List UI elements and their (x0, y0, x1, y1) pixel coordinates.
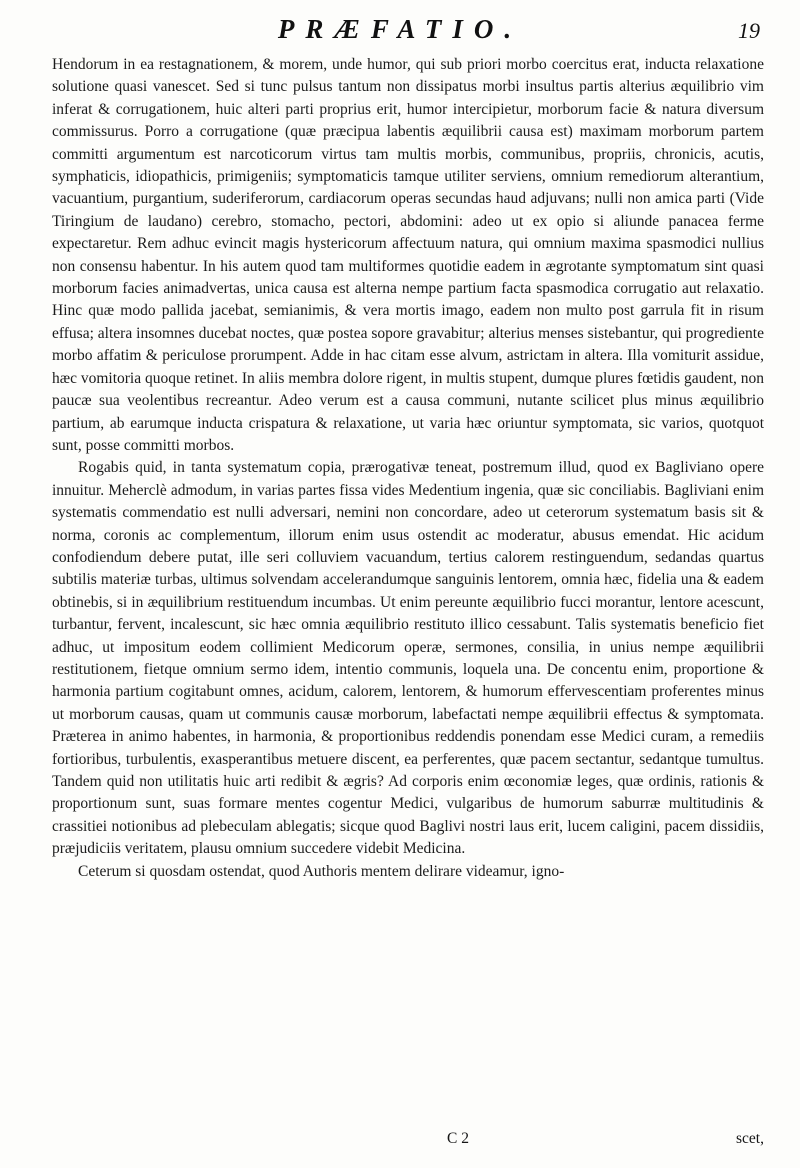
page-number: 19 (738, 18, 760, 43)
paragraph-3: Ceterum si quosdam ostendat, quod Authoris mentem delirare videamur, igno- (78, 862, 565, 880)
paragraph-1: Hendorum in ea restagnationem, & morem, unde humor, qui sub priori morbo coercitus erat, inducta relaxatione solutione quasi vanescet. Sed si tunc pulsus tantum non dissipatus morbi insultus partis alterius æquilibrio vim inferat & corrugationem, huic alteri parti proprius erit, humor intercipietur, morborum facie & natura diversum commissurus. Porro a corrugatione (quæ præcipua labentis æquilibrii causa est) maximam morborum partem committi argumentum est narcoticorum virtus tam multis morbis, communibus, propriis, chronicis, acutis, symphaticis, idiopathicis, primigeniis; symptomaticis tamque utiliter serviens, omnium remediorum alterantium, vacuantium, purgantium, suderiferorum, cardiacorum operas secundas haud adjuvans; nulli non amica parti (Vide Tiringium de laudano) cerebro, stomacho, pectori, abdomini: adeo ut ex opio si aliunde panacea ferme expectaretur. Rem adhuc evincit magis hystericorum affectuum natura, qui omnium maxima spasmodici nullius non consensu habentur. In his autem quod tam multiformes quotidie eadem in ægrotante symptomatum sint quasi morborum facies animadvertas, unica causa est alterna nempe partium facta spasmodica corrugatio aut relaxatio. Hinc quæ modo pallida jacebat, semianimis, & vera mortis imago, eadem non multo post garrula fit in risum effusa; altera insomnes ducebat noctes, quæ postea sopore gravabitur; alterius menses sistebantur, qui progrediente morbo affatim & periculose prorumpent. Adde in hac citam esse alvum, astrictam in altera. Illa vomiturit assidue, hæc vomitoria quoque retinet. In aliis membra dolore rigent, in multis stupent, dumque plures fœtidis gaudent, non paucæ sua veolentibus recreantur. Adeo verum est a causa communi, nutante scilicet plus minus æquilibrio partium, ab earumque inducta crispatura & relaxatione, ut varia hæc oriuntur symptomata, sic varios, quotquot sunt, posse committi morbos. (52, 56, 765, 454)
signature-mark: C 2 (447, 1130, 469, 1147)
catchword-line (52, 1130, 764, 1156)
body-text (52, 54, 764, 1146)
catchword: scet, (736, 1130, 764, 1147)
running-title: PRÆFATIO. (277, 14, 523, 44)
running-head (40, 14, 760, 54)
paragraph-2: Rogabis quid, in tanta systematum copia, prærogativæ teneat, postremum illud, quod ex Bagliviano opere innuitur. Meherclè admodum, in varias partes fissa vides Medentium ingenia, quæ sic conciliabis. Bagliviani enim systematis commendatio est nulli adversari, nemini non concordare, adeo ut ceterorum systematum basis sit & norma, coronis ac complementum, illorum enim usus ostendit ac moderatur, abusus emendat. Hic acidum confodiendum debere putat, ille seri colluviem vacuandum, tertius calorem restinguendum, sedandas quartus subtilis materiæ turbas, ultimus solvendam accelerandumque sanguinis lentorem, omnia hæc, fidelia una & eadem obtinebis, si in æquilibrium restituendum incumbas. Ut enim pereunte æquilibrio fucci morantur, lentore acescunt, turbantur, fervent, incalescunt, sic hæc omnia æquilibrio restituto illico cessabunt. Talis systematis beneficio fiet adhuc, ut impositum eodem collimient Medicorum operæ, sermones, consilia, in unius nempe æquilibrii restitutionem, fietque omnium sermo idem, intentio communis, loquela una. De concentu enim, proportione & harmonia partium cogitabunt omnes, acidum, calorem, lentorem, & humorum effervescentiam proferentes minus ut morborum causas, quam ut communis causæ morborum, labefactati nempe æquilibrii effectus & symptomata. Præterea in animo habentes, in harmonia, & proportionibus reddendis ponendam esse Medici curam, a remediis fortioribus, turbulentis, exasperantibus metuere discent, ea perferentes, quæ pacem sectantur, sedantque tumultus. Tandem quid non utilitatis huic arti redibit & ægris? Ad corporis enim œconomiæ leges, quæ ordinis, rationis & proportionum sunt, suas formare mentes cogentur Medici, vulgaribus de humorum saburræ multitudinis & crassitiei notionibus ad plebeculam ablegatis; sicque quod Baglivi nostri laus erit, lucem caligini, pacem dissidiis, præjudiciis veritatem, plausu omnium succedere videbit Medicina. (52, 459, 764, 858)
